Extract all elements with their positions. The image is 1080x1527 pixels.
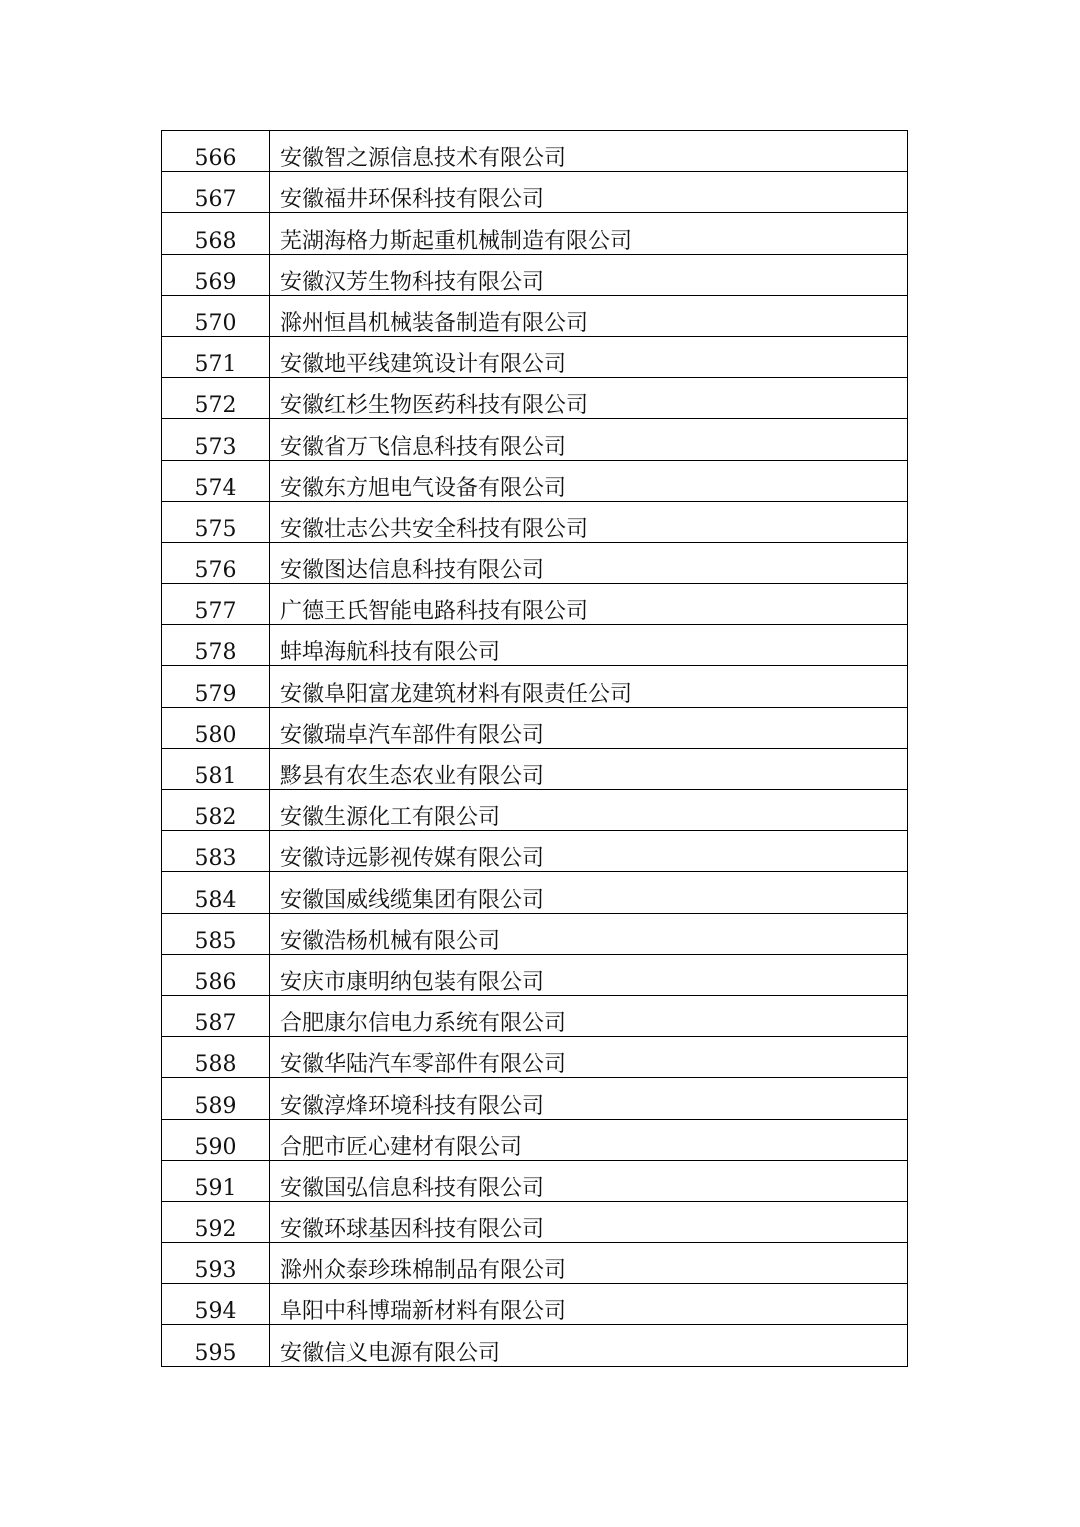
company-name: 合肥市匠心建材有限公司 [270, 1119, 908, 1160]
row-number: 583 [162, 831, 270, 872]
company-name: 安徽信义电源有限公司 [270, 1325, 908, 1366]
company-name: 芜湖海格力斯起重机械制造有限公司 [270, 213, 908, 254]
table-row [162, 419, 908, 460]
table-row [162, 1201, 908, 1242]
table-row [162, 295, 908, 336]
row-number: 568 [162, 213, 270, 254]
company-name: 安徽国威线缆集团有限公司 [270, 872, 908, 913]
row-number: 594 [162, 1284, 270, 1325]
table-row [162, 584, 908, 625]
company-name: 安庆市康明纳包装有限公司 [270, 954, 908, 995]
company-name: 安徽国弘信息科技有限公司 [270, 1160, 908, 1201]
row-number: 593 [162, 1243, 270, 1284]
row-number: 586 [162, 954, 270, 995]
company-name: 安徽淳烽环境科技有限公司 [270, 1078, 908, 1119]
row-number: 570 [162, 295, 270, 336]
row-number: 572 [162, 378, 270, 419]
table-row [162, 872, 908, 913]
company-list-table [161, 130, 908, 1367]
company-name: 安徽诗远影视传媒有限公司 [270, 831, 908, 872]
table-row [162, 995, 908, 1036]
row-number: 573 [162, 419, 270, 460]
table-row [162, 625, 908, 666]
row-number: 588 [162, 1037, 270, 1078]
row-number: 591 [162, 1160, 270, 1201]
table-row [162, 501, 908, 542]
row-number: 579 [162, 666, 270, 707]
company-name: 安徽瑞卓汽车部件有限公司 [270, 707, 908, 748]
table-row [162, 1243, 908, 1284]
company-name: 阜阳中科博瑞新材料有限公司 [270, 1284, 908, 1325]
company-name: 滁州恒昌机械装备制造有限公司 [270, 295, 908, 336]
table-row [162, 460, 908, 501]
table-row [162, 336, 908, 377]
row-number: 566 [162, 131, 270, 172]
company-name: 安徽福井环保科技有限公司 [270, 172, 908, 213]
table-row [162, 1078, 908, 1119]
row-number: 577 [162, 584, 270, 625]
table-row [162, 1037, 908, 1078]
table-body [162, 131, 908, 1367]
table-row [162, 748, 908, 789]
row-number: 578 [162, 625, 270, 666]
row-number: 574 [162, 460, 270, 501]
company-name: 安徽华陆汽车零部件有限公司 [270, 1037, 908, 1078]
table-row [162, 1119, 908, 1160]
company-name: 安徽生源化工有限公司 [270, 790, 908, 831]
row-number: 584 [162, 872, 270, 913]
row-number: 585 [162, 913, 270, 954]
table-row [162, 213, 908, 254]
table-row [162, 131, 908, 172]
table-row [162, 913, 908, 954]
row-number: 589 [162, 1078, 270, 1119]
company-name: 安徽壮志公共安全科技有限公司 [270, 501, 908, 542]
table-row [162, 666, 908, 707]
company-name: 安徽东方旭电气设备有限公司 [270, 460, 908, 501]
company-name: 安徽省万飞信息科技有限公司 [270, 419, 908, 460]
table-row [162, 790, 908, 831]
row-number: 590 [162, 1119, 270, 1160]
company-name: 安徽阜阳富龙建筑材料有限责任公司 [270, 666, 908, 707]
table-row [162, 707, 908, 748]
table-row [162, 172, 908, 213]
row-number: 580 [162, 707, 270, 748]
table-row [162, 378, 908, 419]
company-name: 蚌埠海航科技有限公司 [270, 625, 908, 666]
table-row [162, 954, 908, 995]
row-number: 571 [162, 336, 270, 377]
table-row [162, 831, 908, 872]
company-name: 安徽汉芳生物科技有限公司 [270, 254, 908, 295]
company-name: 安徽红杉生物医药科技有限公司 [270, 378, 908, 419]
row-number: 576 [162, 542, 270, 583]
row-number: 575 [162, 501, 270, 542]
row-number: 582 [162, 790, 270, 831]
row-number: 567 [162, 172, 270, 213]
table-row [162, 1160, 908, 1201]
company-name: 滁州众泰珍珠棉制品有限公司 [270, 1243, 908, 1284]
company-name: 广德王氏智能电路科技有限公司 [270, 584, 908, 625]
row-number: 569 [162, 254, 270, 295]
row-number: 581 [162, 748, 270, 789]
company-name: 安徽图达信息科技有限公司 [270, 542, 908, 583]
company-name: 安徽环球基因科技有限公司 [270, 1201, 908, 1242]
table-row [162, 1284, 908, 1325]
table-row [162, 1325, 908, 1366]
company-name: 安徽智之源信息技术有限公司 [270, 131, 908, 172]
company-name: 安徽地平线建筑设计有限公司 [270, 336, 908, 377]
company-name: 合肥康尔信电力系统有限公司 [270, 995, 908, 1036]
row-number: 592 [162, 1201, 270, 1242]
table-row [162, 542, 908, 583]
table-row [162, 254, 908, 295]
row-number: 587 [162, 995, 270, 1036]
row-number: 595 [162, 1325, 270, 1366]
company-name: 安徽浩杨机械有限公司 [270, 913, 908, 954]
company-name: 黟县有农生态农业有限公司 [270, 748, 908, 789]
